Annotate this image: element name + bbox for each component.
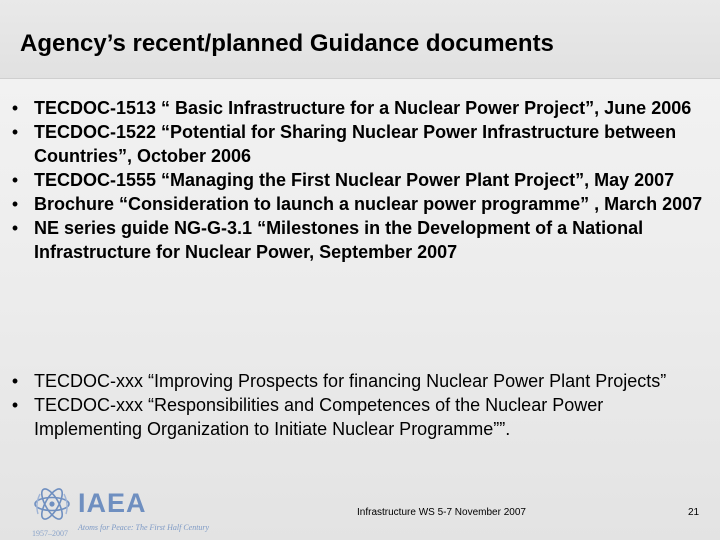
bullet-symbol: • bbox=[11, 98, 19, 118]
bullet-symbol: • bbox=[11, 194, 19, 214]
bullet-symbol: • bbox=[11, 371, 19, 391]
bullet-symbol: • bbox=[11, 395, 19, 415]
bullet-text: Brochure “Consideration to launch a nuclear power programme” , March 2007 bbox=[34, 194, 703, 214]
primary-bullet-list bbox=[0, 96, 720, 264]
page-number: 21 bbox=[688, 507, 700, 518]
iaea-logo-tagline: Atoms for Peace: The First Half Century bbox=[78, 523, 210, 532]
bullet-item bbox=[0, 120, 720, 168]
iaea-atom-emblem-icon bbox=[32, 484, 72, 524]
bullet-item bbox=[0, 168, 720, 192]
bullet-item bbox=[0, 192, 720, 216]
iaea-logo-years: 1957–2007 bbox=[32, 529, 68, 538]
bullet-text: TECDOC-1555 “Managing the First Nuclear Power Plant Project”, May 2007 bbox=[34, 170, 675, 190]
bullet-text: TECDOC-1513 “ Basic Infrastructure for a Nuclear Power Project”, June 2006 bbox=[34, 98, 692, 118]
bullet-text: TECDOC-xxx “Responsibilities and Competences of the Nuclear Power Implementing Organization to Initiate Nuclear Programme””. bbox=[34, 395, 604, 439]
footer-event-text: Infrastructure WS 5-7 November 2007 bbox=[357, 507, 526, 518]
bullet-text: NE series guide NG-G-3.1 “Milestones in the Development of a National Infrastructure for Nuclear Power, September 2007 bbox=[34, 218, 644, 262]
bullet-symbol: • bbox=[11, 218, 19, 238]
bullet-item bbox=[0, 216, 720, 264]
bullet-symbol: • bbox=[11, 170, 19, 190]
bullet-text: TECDOC-xxx “Improving Prospects for financing Nuclear Power Plant Projects” bbox=[34, 371, 667, 391]
bullet-item bbox=[0, 393, 720, 441]
slide-title: Agency’s recent/planned Guidance documents bbox=[20, 30, 554, 57]
bullet-symbol: • bbox=[11, 122, 19, 142]
bullet-text: TECDOC-1522 “Potential for Sharing Nuclear Power Infrastructure between Countries”, October 2006 bbox=[34, 122, 677, 166]
bullet-item bbox=[0, 96, 720, 120]
iaea-logo bbox=[26, 480, 226, 540]
title-bar bbox=[0, 0, 720, 79]
bullet-item bbox=[0, 369, 720, 393]
iaea-logo-text: IAEA bbox=[78, 488, 147, 518]
secondary-bullet-list bbox=[0, 369, 720, 441]
